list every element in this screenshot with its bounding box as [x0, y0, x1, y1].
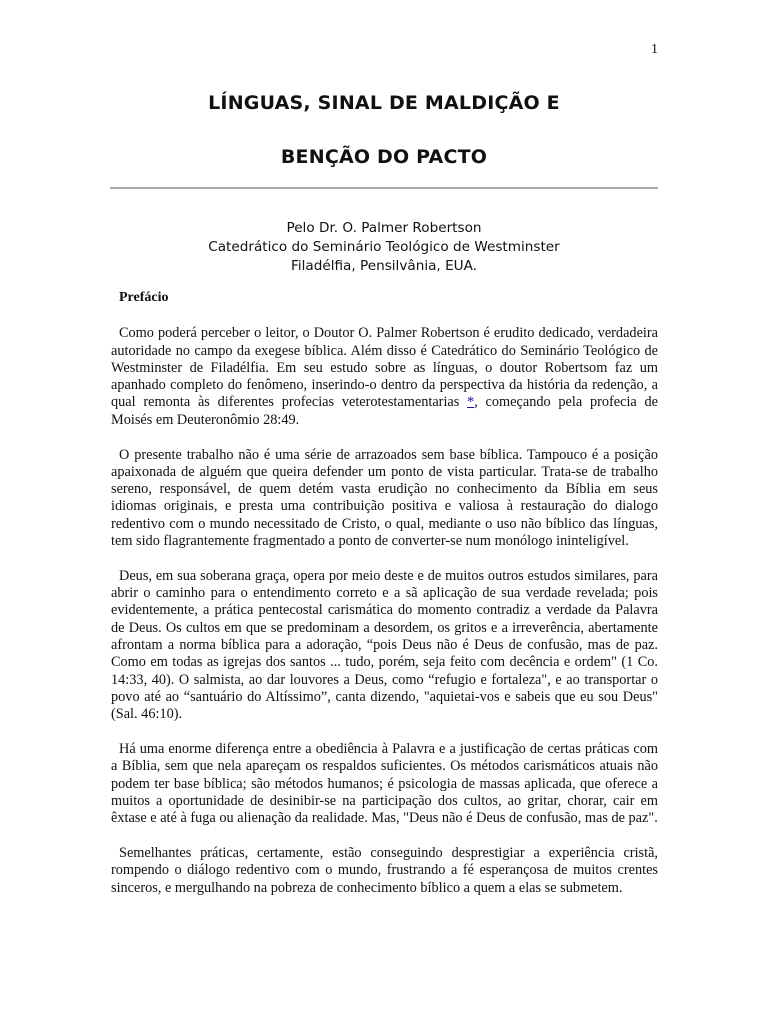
footnote-link[interactable]: *: [467, 394, 475, 411]
author-name: Pelo Dr. O. Palmer Robertson: [286, 220, 482, 236]
author-block: [0, 219, 768, 276]
paragraph-1: [111, 325, 658, 429]
paragraph-4: Há uma enorme diferença entre a obediência à Palavra e a justificação de certas práticas com a Bíblia, sem que nela apareçam os respaldos suficientes. Os métodos carismáticos atuais não podem ter base bíblica; são métodos humanos; é psicologia de massas aplicada, que oferece a muitos a oportunidade de desinibir-se na participação dos cultos, ao gritar, chorar, cair em êxtase e até à fuga ou alienação da realidade. Mas, "Deus não é Deus de confusão, mas de paz".: [111, 741, 658, 827]
paragraph-1-text-start: Como poderá perceber o leitor, o Doutor O. Palmer Robertson é erudito dedicado, verdadeira autoridade no campo da exegese bíblica. Além disso é Catedrático do Seminário Teológico de Westminster de Filadélfia. Em seu estudo sobre as línguas, o doutor Robertsom faz um apanhado completo do fenômeno, inserindo-o dentro da perspectiva da história da redenção, a qual remonta às diferentes profecias veterotestamentarias: [111, 325, 658, 411]
paragraph-3: Deus, em sua soberana graça, opera por meio deste e de muitos outros estudos similares, para abrir o caminho para o entendimento correto e a sã aplicação de sua verdade revelada; pois evidentemente, a prática pentecostal carismática do momento contradiz a verdade da Palavra de Deus. Os cultos em que se predominam a desordem, os gritos e a irreverência, abertamente afrontam a norma bíblica para a adoração, “pois Deus não é Deus de confusão, mas de paz. Como em todas as igrejas dos santos ... tudo, porém, seja feito com decência e ordem" (1 Co. 14:33, 40). O salmista, ao dar louvores a Deus, como “refugio e fortaleza", e ao transportar o povo até ao “santuário do Altíssimo”, canta dizendo, "aquietai-vos e sabeis que eu sou Deus" (Sal. 46:10).: [111, 567, 658, 723]
document-body: [111, 289, 658, 914]
document-title-line-2: BENÇÃO DO PACTO: [280, 146, 488, 168]
page-number: 1: [651, 42, 658, 57]
author-position: Catedrático do Seminário Teológico de Westminster: [208, 239, 560, 255]
paragraph-2: O presente trabalho não é uma série de arrazoados sem base bíblica. Tampouco é a posição apaixonada de alguém que queira defender um ponto de vista particular. Trata-se de trabalho sereno, responsável, de quem detém vasta erudição no conhecimento da Bíblia em seus idiomas originais, e presta uma contribuição positiva e valiosa à restauração do dialogo redentivo com o mundo necessitado de Cristo, o qual, mediante o uso não bíblico das línguas, tem sido flagrantemente fragmentado a ponto de converter-se num monólogo ininteligível.: [111, 446, 658, 550]
author-location: Filadélfia, Pensilvânia, EUA.: [290, 258, 477, 274]
paragraph-1-text-end: , começando pela profecia de Moisés em Deuteronômio 28:49.: [111, 394, 659, 428]
paragraph-5: Semelhantes práticas, certamente, estão conseguindo desprestigiar a experiência cristã, rompendo o diálogo redentivo com o mundo, frustrando a fé esperançosa de muitos crentes sinceros, e mergulhando na pobreza de conhecimento bíblico a quem a elas se submetem.: [111, 845, 658, 896]
section-heading: Prefácio: [119, 290, 169, 305]
document-title-line-1: LÍNGUAS, SINAL DE MALDIÇÃO E: [208, 92, 560, 114]
title-divider: [110, 187, 658, 189]
